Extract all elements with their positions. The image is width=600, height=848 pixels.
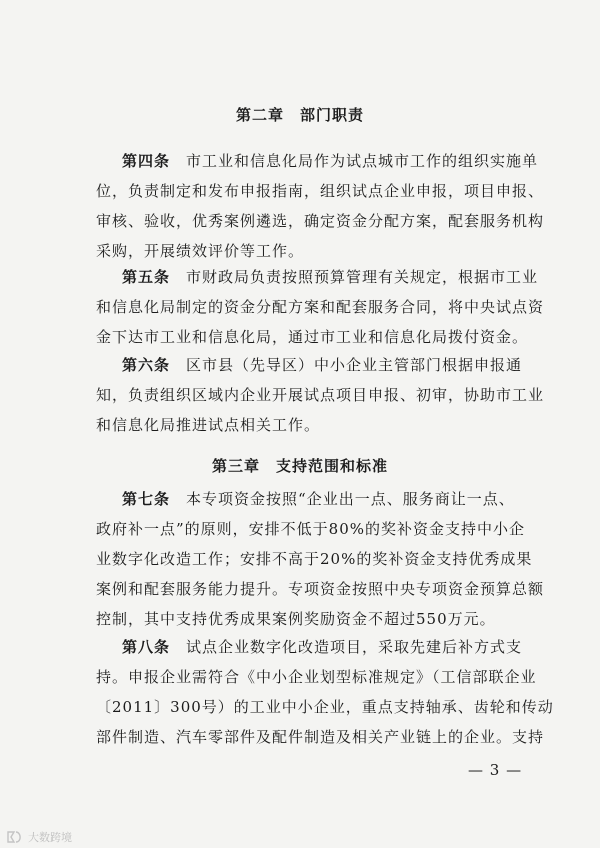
article-5-line-3: 金下达市工业和信息化局，通过市工业和信息化局拨付资金。: [96, 328, 529, 346]
article-7-line-3: 业数字化改造工作；安排不高于20%的奖补资金支持优秀成果: [96, 550, 533, 568]
chapter-3-heading: 第三章 支持范围和标准: [211, 457, 388, 475]
article-4: [96, 146, 545, 266]
article-8-line-4: 部件制造、汽车零部件及配件制造及相关产业链上的企业。支持: [96, 728, 545, 746]
article-4-line-3: 审核、验收，优秀案例遴选，确定资金分配方案，配套服务机构: [96, 212, 545, 230]
article-8-line-2: 持。申报企业需符合《中小企业划型标准规定》（工信部联企业: [96, 668, 537, 686]
article-6-line-3: 和信息化局推进试点相关工作。: [96, 416, 321, 434]
article-5-line-1: 第五条 市财政局负责按照预算管理有关规定，根据市工业: [122, 268, 539, 286]
article-8-line-1: 第八条 试点企业数字化改造项目，采取先建后补方式支: [122, 638, 523, 656]
article-4-line-2: 位，负责制定和发布申报指南，组织试点企业申报，项目申报、: [96, 182, 545, 200]
article-7: [96, 484, 545, 634]
article-4-line-1: 第四条 市工业和信息化局作为试点城市工作的组织实施单: [122, 152, 539, 170]
article-5-label: 第五条: [122, 268, 171, 286]
article-6: [96, 350, 545, 440]
brand-logo-icon: [6, 830, 24, 844]
article-8-line-3: 〔2011〕300号）的工业中小企业，重点支持轴承、齿轮和传动: [96, 698, 554, 716]
watermark: [6, 829, 72, 845]
article-4-line-4: 采购，开展绩效评价等工作。: [96, 242, 305, 260]
article-8-label: 第八条: [122, 638, 171, 656]
article-6-line-1: 第六条 区市县（先导区）中小企业主管部门根据申报通: [122, 356, 523, 374]
article-8: [96, 632, 554, 752]
page-number: — 3 —: [468, 761, 523, 779]
article-6-line-2: 知，负责组织区域内企业开展试点项目申报、初审，协助市工业: [96, 386, 545, 404]
article-5: [96, 262, 545, 352]
article-7-label: 第七条: [122, 490, 171, 508]
article-6-label: 第六条: [122, 356, 171, 374]
article-7-line-5: 控制，其中支持优秀成果案例奖励资金不超过550万元。: [96, 610, 496, 628]
chapter-2-heading: 第二章 部门职责: [235, 106, 364, 124]
watermark-text: 大数跨境: [28, 831, 72, 844]
article-7-line-2: 政府补一点”的原则，安排不低于80%的奖补资金支持中小企: [96, 520, 526, 538]
article-7-line-4: 案例和配套服务能力提升。专项资金按照中央专项资金预算总额: [96, 580, 545, 598]
article-4-label: 第四条: [122, 152, 171, 170]
article-7-line-1: 第七条 本专项资金按照“企业出一点、服务商让一点、: [122, 490, 515, 508]
article-5-line-2: 和信息化局制定的资金分配方案和配套服务合同，将中央试点资: [96, 298, 545, 316]
